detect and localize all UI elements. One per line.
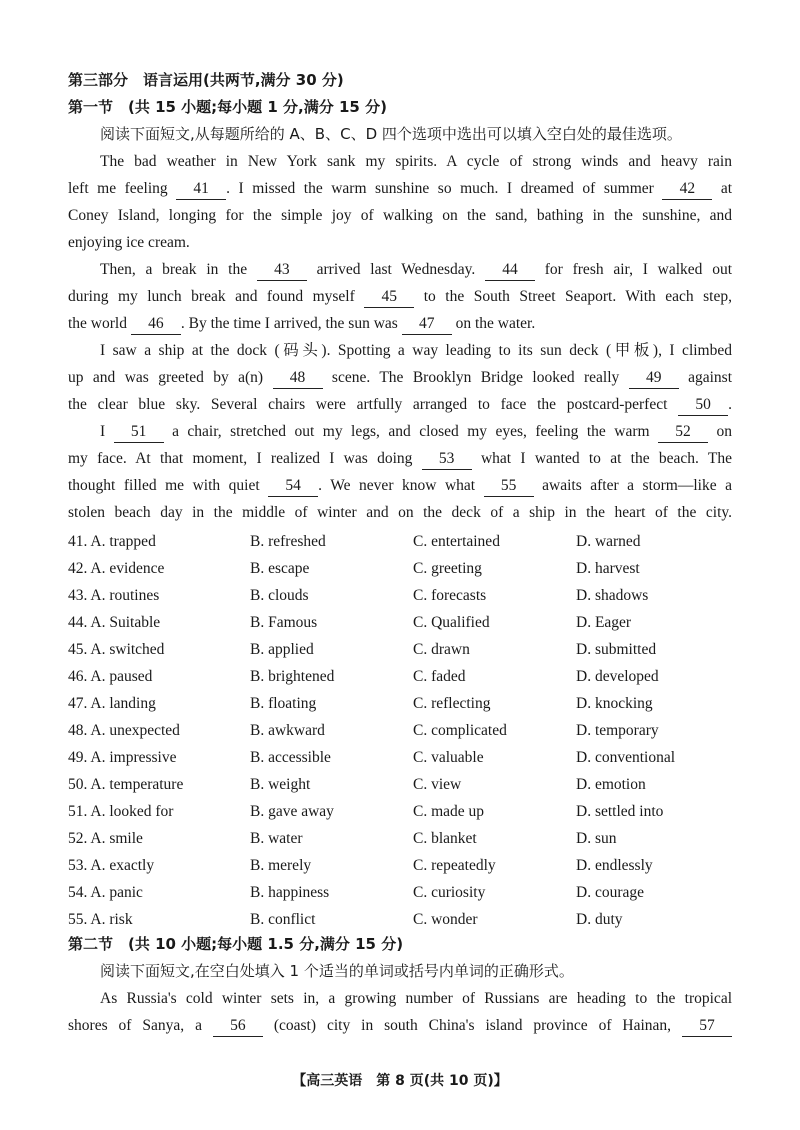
question-option-a: 42. A. evidence — [68, 560, 165, 577]
blank-54: 54 — [268, 476, 318, 497]
blank-46: 46 — [131, 314, 181, 335]
question-option-b: B. accessible — [250, 749, 331, 766]
blank-49: 49 — [629, 368, 679, 389]
question-option-d: D. Eager — [576, 614, 632, 631]
passage-text: for fresh air, I walked out — [535, 261, 732, 278]
section1-instruction: 阅读下面短文,从每题所给的 A、B、C、D 四个选项中选出可以填入空白处的最佳选项。 — [100, 125, 682, 143]
question-option-d: D. harvest — [576, 560, 640, 577]
blank-53: 53 — [422, 449, 472, 470]
question-option-a: 48. A. unexpected — [68, 722, 180, 739]
blank-43: 43 — [257, 260, 307, 281]
passage-text: awaits after a storm—like a — [533, 477, 732, 494]
passage-line — [68, 391, 732, 418]
question-option-a: 54. A. panic — [68, 884, 143, 901]
question-option-a: 47. A. landing — [68, 695, 156, 712]
passage-text: arrived last Wednesday. — [306, 261, 485, 278]
question-option-c: C. forecasts — [413, 587, 487, 604]
passage-text: the world — [68, 315, 131, 332]
blank-50: 50 — [678, 395, 728, 416]
passage-text: shores of Sanya, a — [68, 1017, 213, 1034]
passage-text: I — [100, 423, 114, 440]
passage-line — [68, 337, 732, 364]
question-option-d: D. duty — [576, 911, 623, 928]
question-option-d: D. courage — [576, 884, 644, 901]
question-option-b: B. merely — [250, 857, 312, 874]
passage-text: during my lunch break and found myself — [68, 288, 365, 305]
section2-instruction: 阅读下面短文,在空白处填入 1 个适当的单词或括号内单词的正确形式。 — [100, 962, 574, 980]
passage-text: . We never know what — [318, 477, 484, 494]
blank-44: 44 — [485, 260, 535, 281]
question-option-c: C. faded — [413, 668, 466, 685]
blank-57: 57 — [682, 1016, 732, 1037]
passage-text: . By the time I arrived, the sun was — [180, 315, 402, 332]
question-option-b: B. escape — [250, 560, 310, 577]
passage-text: The bad weather in New York sank my spirits. A cycle of strong winds and heavy rain — [100, 153, 732, 170]
passage-text: what I wanted to at the beach. The — [471, 450, 732, 467]
question-option-c: C. Qualified — [413, 614, 490, 631]
question-option-d: D. developed — [576, 668, 659, 685]
passage-text: enjoying ice cream. — [68, 234, 190, 251]
blank-52: 52 — [658, 422, 708, 443]
question-option-c: C. blanket — [413, 830, 477, 847]
passage-text: Coney Island, longing for the simple joy of walking on the sand, bathing in the sunshine, and — [68, 207, 732, 224]
passage-text: on the water. — [451, 315, 536, 332]
question-option-a: 50. A. temperature — [68, 776, 184, 793]
question-option-c: C. wonder — [413, 911, 478, 928]
passage-text: left me feeling — [68, 180, 177, 197]
question-option-a: 44. A. Suitable — [68, 614, 161, 631]
passage-text: As Russia's cold winter sets in, a growing number of Russians are heading to the tropical — [100, 990, 732, 1007]
question-option-d: D. knocking — [576, 695, 653, 712]
page-footer: 【高三英语 第 8 页(共 10 页)】 — [292, 1073, 508, 1089]
question-option-a: 53. A. exactly — [68, 857, 155, 874]
question-option-b: B. Famous — [250, 614, 318, 631]
question-option-b: B. clouds — [250, 587, 309, 604]
question-option-a: 41. A. trapped — [68, 533, 156, 550]
question-option-c: C. view — [413, 776, 462, 793]
blank-55: 55 — [484, 476, 534, 497]
part-title: 第三部分 语言运用(共两节,满分 30 分) — [68, 71, 344, 89]
question-option-b: B. applied — [250, 641, 314, 658]
question-option-a: 51. A. looked for — [68, 803, 174, 820]
question-option-b: B. happiness — [250, 884, 330, 901]
question-option-d: D. emotion — [576, 776, 646, 793]
question-option-b: B. water — [250, 830, 303, 847]
blank-48: 48 — [273, 368, 323, 389]
question-option-d: D. warned — [576, 533, 641, 550]
question-option-d: D. conventional — [576, 749, 676, 766]
blank-47: 47 — [402, 314, 452, 335]
passage-line — [68, 310, 732, 337]
passage-text: stolen beach day in the middle of winter and on the deck of a ship in the heart of the city. — [68, 504, 732, 521]
passage-text: . — [728, 396, 732, 413]
passage-line — [68, 175, 732, 202]
passage-line — [68, 499, 732, 526]
blank-42: 42 — [662, 179, 712, 200]
passage-text: to the South Street Seaport. With each step, — [414, 288, 732, 305]
section1-title: 第一节 (共 15 小题;每小题 1 分,满分 15 分) — [68, 98, 387, 116]
passage-line — [68, 256, 732, 283]
question-option-c: C. drawn — [413, 641, 470, 658]
question-option-d: D. submitted — [576, 641, 657, 658]
passage-text: my face. At that moment, I realized I was doing — [68, 450, 422, 467]
passage-text: up and was greeted by a(n) — [68, 369, 273, 386]
question-option-c: C. entertained — [413, 533, 500, 550]
question-option-c: C. greeting — [413, 560, 482, 577]
passage-line — [68, 445, 732, 472]
blank-41: 41 — [176, 179, 226, 200]
question-option-d: D. sun — [576, 830, 617, 847]
passage-text: the clear blue sky. Several chairs were artfully arranged to face the postcard-perfect — [68, 396, 679, 413]
passage-text: thought filled me with quiet — [68, 477, 269, 494]
blank-45: 45 — [364, 287, 414, 308]
question-option-a: 43. A. routines — [68, 587, 160, 604]
question-option-a: 55. A. risk — [68, 911, 133, 928]
question-option-d: D. endlessly — [576, 857, 653, 874]
question-option-c: C. reflecting — [413, 695, 491, 712]
question-option-b: B. awkward — [250, 722, 325, 739]
passage-text: against — [678, 369, 732, 386]
passage-line — [68, 229, 732, 256]
question-option-b: B. gave away — [250, 803, 334, 820]
question-option-c: C. curiosity — [413, 884, 486, 901]
passage-text: (coast) city in south China's island province of Hainan, — [262, 1017, 682, 1034]
passage-text: at — [712, 180, 732, 197]
question-option-b: B. floating — [250, 695, 317, 712]
passage-line — [68, 364, 732, 391]
passage-line — [68, 985, 732, 1012]
question-option-a: 52. A. smile — [68, 830, 143, 847]
section2-title: 第二节 (共 10 小题;每小题 1.5 分,满分 15 分) — [68, 935, 404, 953]
blank-56: 56 — [213, 1016, 263, 1037]
question-option-d: D. temporary — [576, 722, 659, 739]
question-option-c: C. repeatedly — [413, 857, 496, 874]
question-option-c: C. made up — [413, 803, 485, 820]
passage-line — [68, 283, 732, 310]
passage-text: on — [708, 423, 732, 440]
question-option-b: B. refreshed — [250, 533, 326, 550]
question-option-a: 45. A. switched — [68, 641, 165, 658]
passage-line — [68, 418, 732, 445]
passage-text: . I missed the warm sunshine so much. I dreamed of summer — [226, 180, 663, 197]
question-option-b: B. conflict — [250, 911, 316, 928]
question-option-c: C. valuable — [413, 749, 484, 766]
question-option-d: D. settled into — [576, 803, 664, 820]
question-option-b: B. weight — [250, 776, 311, 793]
passage-text: I saw a ship at the dock (码头). Spotting a way leading to its sun deck (甲板), I climbed — [100, 342, 732, 359]
question-option-b: B. brightened — [250, 668, 335, 685]
passage-text: a chair, stretched out my legs, and closed my eyes, feeling the warm — [163, 423, 659, 440]
passage-text: Then, a break in the — [100, 261, 257, 278]
passage-line — [68, 148, 732, 175]
passage-line — [68, 202, 732, 229]
question-option-d: D. shadows — [576, 587, 649, 604]
question-option-a: 46. A. paused — [68, 668, 153, 685]
blank-51: 51 — [114, 422, 164, 443]
question-option-a: 49. A. impressive — [68, 749, 177, 766]
passage-text: scene. The Brooklyn Bridge looked really — [322, 369, 629, 386]
passage-line — [68, 472, 732, 499]
passage-line — [68, 1012, 732, 1039]
question-option-c: C. complicated — [413, 722, 507, 739]
